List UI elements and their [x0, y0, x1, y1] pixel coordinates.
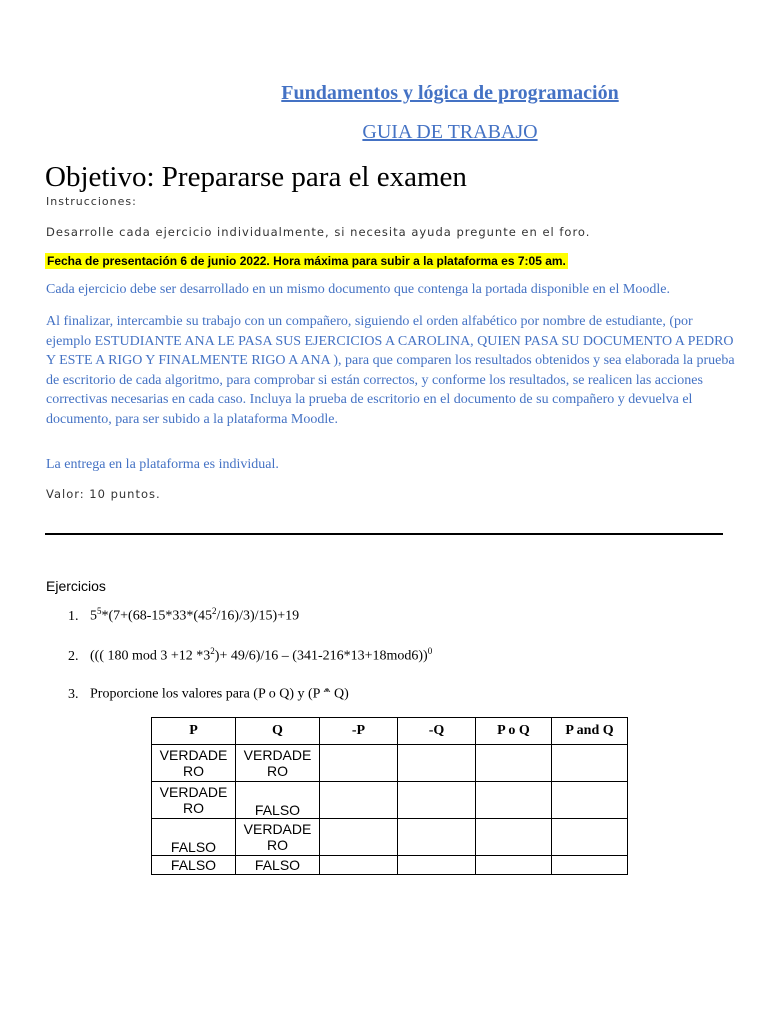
cell-q	[236, 745, 320, 782]
cell-empty[interactable]	[320, 819, 398, 856]
expression-part: /16)/3)/15)+19	[216, 608, 300, 624]
exercise-3	[68, 684, 349, 703]
header-p-and-q: P and Q	[552, 718, 628, 745]
cell-empty[interactable]	[552, 745, 628, 782]
horizontal-rule	[45, 533, 723, 535]
document-title: Fundamentos y lógica de programación	[281, 82, 619, 104]
objective-heading: Objetivo: Prepararse para el examen	[45, 161, 467, 193]
exponent: 2	[210, 646, 215, 656]
cell-q: FALSO	[236, 856, 320, 875]
cell-empty[interactable]	[552, 782, 628, 819]
header-p-or-q: P o Q	[476, 718, 552, 745]
cell-empty[interactable]	[476, 782, 552, 819]
cell-text: VERDADE	[243, 821, 312, 837]
cell-empty[interactable]	[552, 856, 628, 875]
cell-text: RO	[183, 800, 204, 816]
cell-empty[interactable]	[398, 856, 476, 875]
table-row	[152, 745, 628, 782]
cell-empty[interactable]	[476, 745, 552, 782]
cell-empty[interactable]	[398, 819, 476, 856]
header-p: P	[152, 718, 236, 745]
document-subtitle: GUIA DE TRABAJO	[362, 121, 538, 143]
table-header-row	[152, 718, 628, 745]
header-not-p: -P	[320, 718, 398, 745]
cell-p	[152, 782, 236, 819]
table-row	[152, 856, 628, 875]
exercise-number: 1.	[68, 608, 79, 624]
cell-text: RO	[267, 763, 288, 779]
points-value: Valor: 10 puntos.	[46, 487, 161, 501]
table-row	[152, 782, 628, 819]
deadline-highlight: Fecha de presentación 6 de junio 2022. Hora máxima para subir a la plataforma es 7:05 am.	[47, 254, 566, 268]
exercise-text: Proporcione los valores para (P o Q) y (P	[90, 686, 324, 702]
expression-part: *(7+(68-15*33*(45	[101, 608, 213, 624]
exercise-number: 2.	[68, 648, 79, 664]
cell-text: VERDADE	[159, 784, 228, 800]
cell-text: VERDADE	[243, 747, 312, 763]
paragraph-exchange-instructions: Al finalizar, intercambie su trabajo con un compañero, siguiendo el orden alfabético por nombre de estudiante, (por ejemplo ESTUDIANTE ANA LE PASA SUS EJERCICIOS A CAROLINA, QUIEN PASA SU DOCUMENTO A PEDRO Y ESTE A RIGO Y FINALMENTE RIGO A ANA ), para que comparen los resultados obtenidos y sea elaborada la prueba de escritorio de cada algoritmo, para comprobar si están correctos, y conforme los resultados, se realicen las acciones correctivas necesarias en cada caso. Incluya la prueba de escritorio en el documento de su compañero y devuelva el documento, para ser subido a la plataforma Moodle.	[46, 314, 735, 427]
exponent: 2	[212, 606, 217, 616]
exercise-number: 3.	[68, 686, 79, 702]
expression-part: )+ 49/6)/16 – (341-216*13+18mod6))	[214, 648, 428, 664]
exponent: 0	[427, 646, 433, 656]
expression-part: 5	[90, 608, 97, 624]
cell-empty[interactable]	[398, 745, 476, 782]
exercise-2	[68, 646, 432, 665]
cell-empty[interactable]	[398, 782, 476, 819]
cell-text: VERDADE	[159, 747, 228, 763]
and-symbol-icon: ⩕	[323, 684, 331, 694]
cell-empty[interactable]	[476, 819, 552, 856]
cell-text: RO	[267, 837, 288, 853]
cell-q: FALSO	[236, 782, 320, 819]
exercise-text: Q)	[330, 686, 349, 702]
cell-p: FALSO	[152, 819, 236, 856]
cell-empty[interactable]	[552, 819, 628, 856]
cell-empty[interactable]	[320, 745, 398, 782]
exercises-label: Ejercicios	[46, 578, 106, 594]
truth-table	[151, 717, 628, 875]
cell-p	[152, 745, 236, 782]
exercise-1	[68, 606, 299, 625]
cell-q	[236, 819, 320, 856]
table-row	[152, 819, 628, 856]
exponent: 5	[97, 606, 102, 616]
cell-p: FALSO	[152, 856, 236, 875]
instructions-label: Instrucciones:	[46, 195, 137, 208]
cell-empty[interactable]	[320, 782, 398, 819]
header-not-q: -Q	[398, 718, 476, 745]
cell-empty[interactable]	[320, 856, 398, 875]
header-q: Q	[236, 718, 320, 745]
paragraph-individual-delivery: La entrega en la plataforma es individual.	[46, 457, 279, 472]
expression-part: ((( 180 mod 3 +12 *3	[90, 648, 211, 664]
cell-text: RO	[183, 763, 204, 779]
paragraph-document-format: Cada ejercicio debe ser desarrollado en un mismo documento que contenga la portada disponible en el Moodle.	[46, 282, 670, 297]
instruction-text: Desarrolle cada ejercicio individualmente, si necesita ayuda pregunte en el foro.	[46, 225, 591, 239]
cell-empty[interactable]	[476, 856, 552, 875]
